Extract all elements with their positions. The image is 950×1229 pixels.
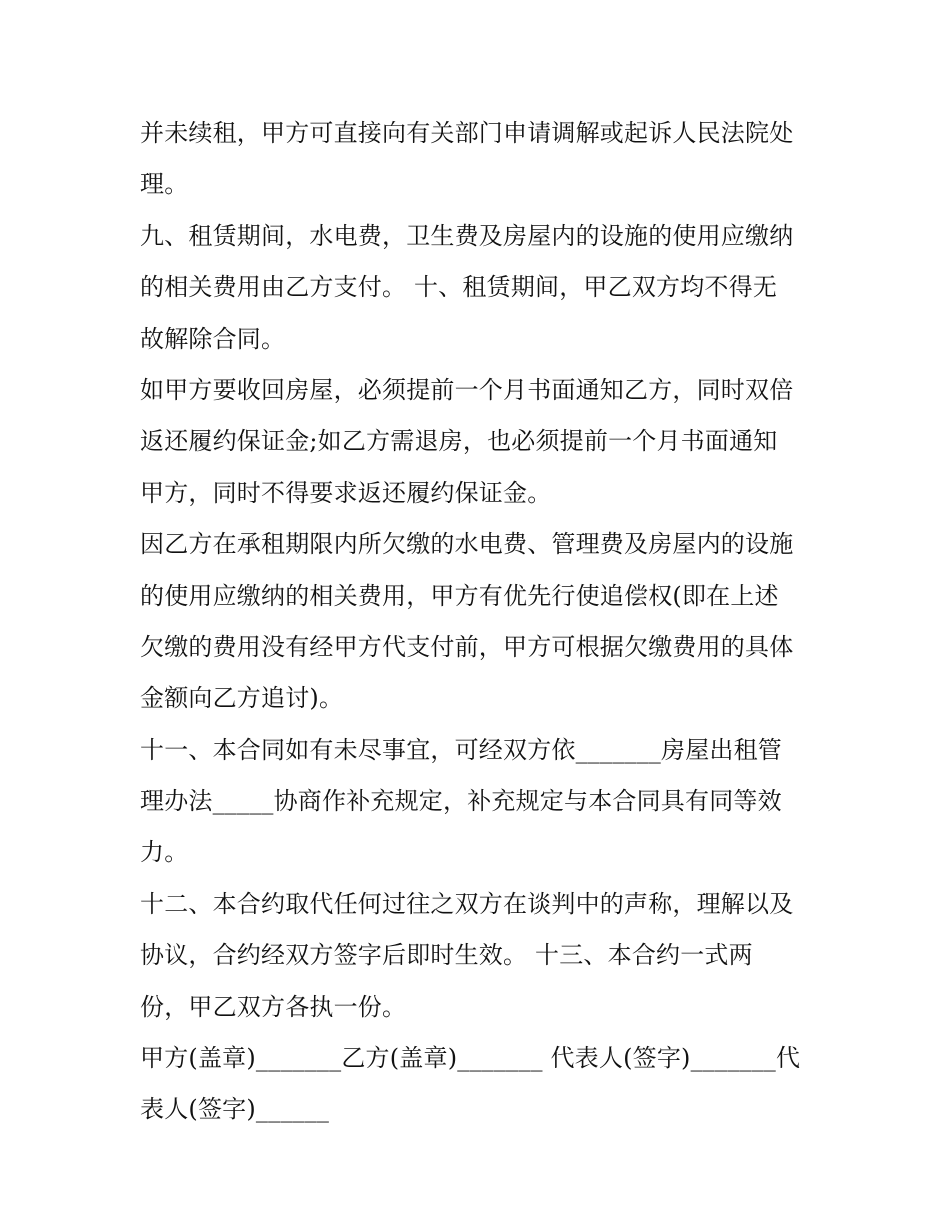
text-line: 并未续租，甲方可直接向有关部门申请调解或起诉人民法院处: [140, 119, 794, 147]
text-line: 的相关费用由乙方支付。 十、租赁期间，甲乙双方均不得无: [140, 273, 778, 302]
signature-line: 甲方(盖章)_______乙方(盖章)_______ 代表人(签字)_______代: [140, 1044, 801, 1073]
text-line: 甲方，同时不得要求返还履约保证金。: [140, 478, 552, 507]
text-line: 如甲方要收回房屋，必须提前一个月书面通知乙方，同时双倍: [140, 375, 794, 404]
clause-9-line: 九、租赁期间，水电费，卫生费及房屋内的设施的使用应缴纳: [140, 221, 794, 250]
text-line: 力。: [140, 838, 189, 867]
text-line: 因乙方在承租期限内所欠缴的水电费、管理费及房屋内的设施: [140, 530, 794, 559]
text-line: 金额向乙方追讨)。: [140, 684, 344, 713]
text-line: 的使用应缴纳的相关费用，甲方有优先行使追偿权(即在上述: [140, 581, 779, 610]
text-line: 理办法_____协商作补充规定，补充规定与本合同具有同等效: [140, 787, 782, 816]
text-line: 返还履约保证金;如乙方需退房，也必须提前一个月书面通知: [140, 427, 778, 456]
clause-11-line: 十一、本合同如有未尽事宜，可经双方依_______房屋出租管: [140, 735, 782, 764]
text-line: 理。: [140, 170, 189, 199]
text-line: 协议，合约经双方签字后即时生效。 十三、本合约一式两: [140, 941, 753, 970]
clause-12-line: 十二、本合约取代任何过往之双方在谈判中的声称，理解以及: [140, 889, 794, 918]
document-body: [140, 108, 820, 1136]
text-line: 份，甲乙双方各执一份。: [140, 992, 407, 1021]
text-line: 欠缴的费用没有经甲方代支付前，甲方可根据欠缴费用的具体: [140, 632, 794, 661]
signature-line: 表人(签字)______: [140, 1095, 330, 1124]
text-line: 故解除合同。: [140, 324, 286, 353]
